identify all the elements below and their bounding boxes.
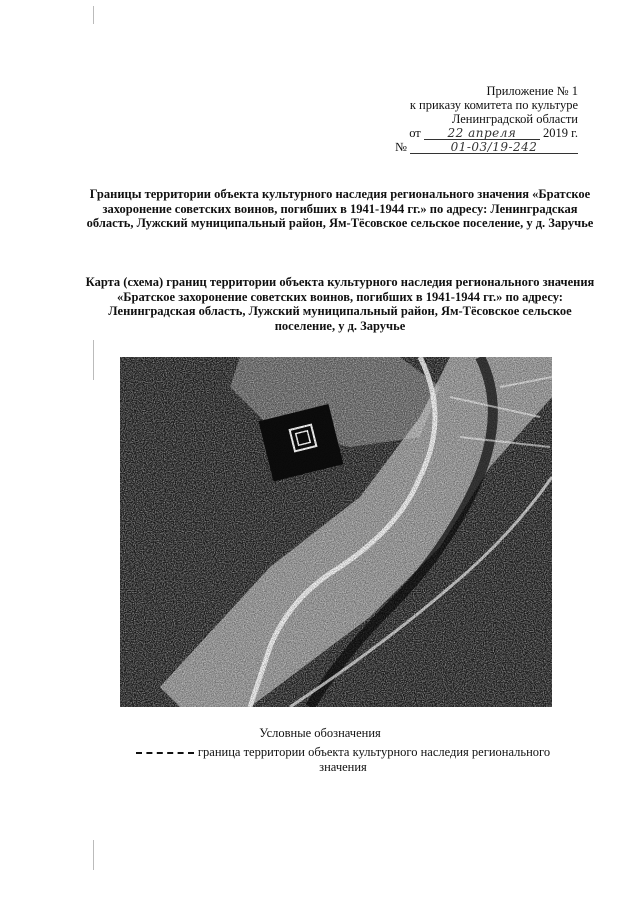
legend-item: [118, 745, 568, 775]
number-handwritten: 01-03/19-242: [410, 141, 578, 154]
appendix-line-3: Ленинградской области: [451, 112, 578, 126]
legend-title: Условные обозначения: [259, 726, 381, 740]
appendix-date-row: [395, 126, 578, 140]
legend-item-label: граница территории объекта культурного наследия регионального значения: [197, 745, 551, 774]
appendix-number-row: [395, 140, 578, 154]
map-subtitle: Карта (схема) границ территории объекта культурного наследия регионального значения «Братское захоронение советских воинов, погибших в 1941-1944 гг.» по адресу: Ленинградская область, Лужский муниципальный район, Ям-Тёсовское сельское поселение, у д. Заручье: [85, 275, 595, 333]
date-prefix: от: [409, 126, 421, 140]
date-suffix: 2019 г.: [543, 126, 578, 140]
aerial-map-image: [120, 357, 552, 707]
appendix-line-2: к приказу комитета по культуре: [409, 98, 578, 112]
appendix-block: [395, 84, 578, 154]
appendix-line-1: Приложение № 1: [486, 84, 578, 98]
margin-mark-top: [93, 6, 94, 24]
dashed-line-icon: [136, 752, 194, 754]
margin-mark-middle: [93, 340, 94, 380]
number-prefix: №: [394, 140, 407, 154]
document-title: Границы территории объекта культурного наследия регионального значения «Братское захоронение советских воинов, погибших в 1941-1944 гг.» по адресу: Ленинградская область, Лужский муниципальный район, Ям-Тёсовское сельское поселение, у д. Заручье: [86, 187, 594, 230]
margin-mark-bottom: [93, 840, 94, 870]
aerial-map-svg: [120, 357, 552, 707]
date-handwritten: 22 апреля: [424, 127, 540, 140]
